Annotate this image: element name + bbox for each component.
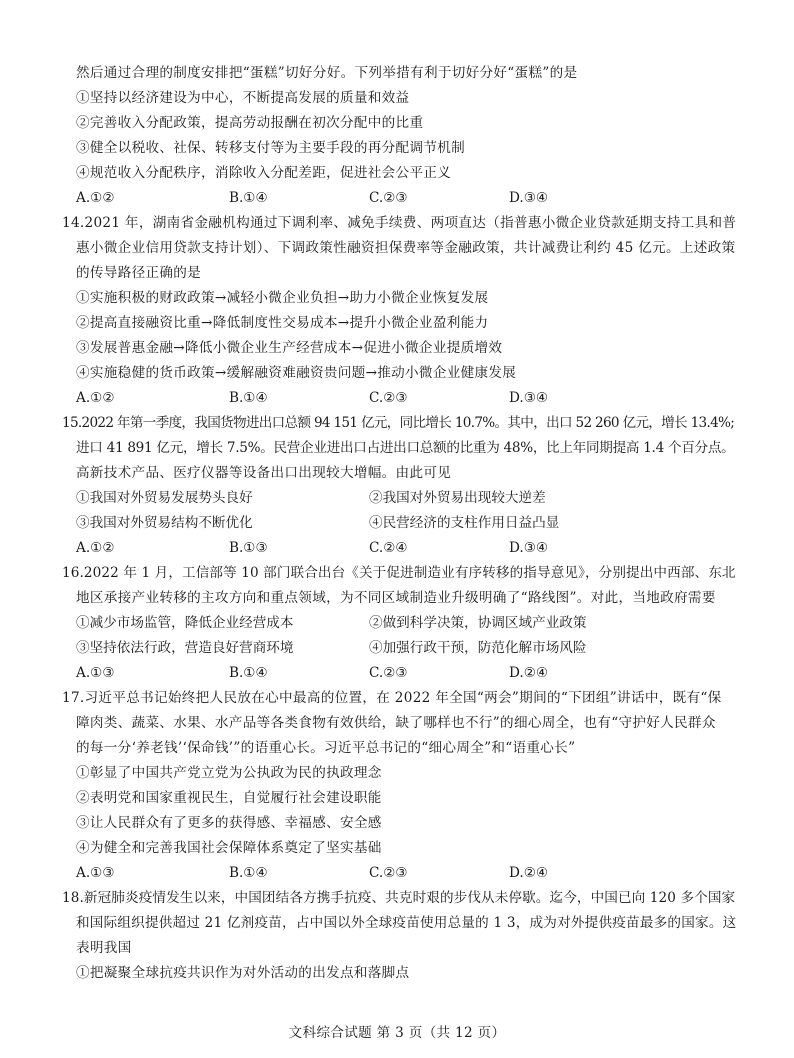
q13-option-a: A.①② [76,190,115,206]
q17-option-b: B.①④ [229,865,268,881]
q15-option-b: B.①③ [229,540,268,556]
q17-item: ①彰显了中国共产党立党为公执政为民的执政理念 [76,765,382,781]
q13-item: ③健全以税收、社保、转移支付等为主要手段的再分配调节机制 [76,140,466,156]
q13-item: ②完善收入分配政策，提高劳动报酬在初次分配中的比重 [76,115,424,131]
q15-option-a: A.①② [76,540,115,556]
q13-lead: 然后通过合理的制度安排把“蛋糕”切好分好。下列举措有利于切好分好“蛋糕”的是 [76,65,578,81]
q13-item: ④规范收入分配秩序，消除收入分配差距，促进社会公平正义 [76,165,452,181]
q17-option-d: D.②④ [509,865,549,881]
q17-option-a: A.①③ [76,865,115,881]
q14-item: ①实施积极的财政政策→减轻小微企业负担→助力小微企业恢复发展 [76,290,489,306]
q15-item: ④民营经济的支柱作用日益凸显 [369,515,560,531]
q14-item: ④实施稳健的货币政策→缓解融资难融资贵问题→推动小微企业健康发展 [76,365,517,381]
q15-option-c: C.②④ [369,540,408,556]
q16-option-a: A.①③ [76,665,115,681]
q17-item: ③让人民群众有了更多的获得感、幸福感、安全感 [76,815,382,831]
q14-option-a: A.①② [76,390,115,406]
q14-option-b: B.①④ [229,390,268,406]
q16-option-c: C.②③ [369,665,408,681]
q17-stem-line: 的每一分‘养老钱’‘保命钱’”的语重心长。习近平总书记的“细心周全”和“语重心长” [76,740,576,756]
q14-item: ②提高直接融资比重→降低制度性交易成本→提升小微企业盈利能力 [76,315,489,331]
q16-stem-line: 地区承接产业转移的主攻方向和重点领域，为不同区域制造业升级明确了“路线图”。对此，当地政府需要 [76,590,716,606]
q15-item: ①我国对外贸易发展势头良好 [76,490,253,506]
q15-stem-line: 进口 41 891 亿元，增长 7.5%。民营企业进出口占进出口总额的比重为 48%，比上年同期提高 1.4 个百分点。 [76,440,735,456]
q14-option-c: C.②③ [369,390,408,406]
q16-item: ②做到科学决策，协调区域产业政策 [369,615,587,631]
q16-item: ③坚持依法行政，营造良好营商环境 [76,640,294,656]
q14-stem-line: 惠小微企业信用贷款支持计划）、下调政策性融资担保费率等金融政策，共计减费让利约 45 亿元。上述政策 [76,240,736,256]
q13-option-c: C.②③ [369,190,408,206]
q16-item: ④加强行政干预，防范化解市场风险 [369,640,587,656]
q13-option-d: D.③④ [509,190,549,206]
q18-stem-line: 表明我国 [76,940,132,956]
q15-item: ②我国对外贸易出现较大逆差 [369,490,546,506]
q14-option-d: D.③④ [509,390,549,406]
q14-stem-line: 的传导路径正确的是 [76,265,202,281]
q17-item: ②表明党和国家重视民生，自觉履行社会建设职能 [76,790,382,806]
q15-option-d: D.③④ [509,540,549,556]
q15-item: ③我国对外贸易结构不断优化 [76,515,253,531]
q18-stem-line: 18.新冠肺炎疫情发生以来，中国团结各方携手抗疫、共克时艰的步伐从未停歇。迄今，中国已向 120 多个国家 [62,890,736,906]
q15-stem-line: 15.2022 年第一季度，我国货物进出口总额 94 151 亿元，同比增长 10.7%。其中，出口 52 260 亿元，增长 13.4%; [62,415,735,431]
q17-stem-line: 障肉类、蔬菜、水果、水产品等各类食物有效供给，缺了哪样也不行”的细心周全，也有“守护好人民群众 [76,715,716,731]
q14-stem-line: 14.2021 年，湖南省金融机构通过下调利率、减免手续费、两项直达（指普惠小微企业贷款延期支持工具和普 [62,215,737,231]
q18-item: ①把凝聚全球抗疫共识作为对外活动的出发点和落脚点 [76,965,410,981]
q16-stem-line: 16.2022 年 1 月，工信部等 10 部门联合出台《关于促进制造业有序转移的指导意见》，分别提出中西部、东北 [62,565,736,581]
q17-stem-line: 17.习近平总书记始终把人民放在心中最高的位置，在 2022 年全国“两会”期间的“下团组”讲话中，既有“保 [62,690,722,706]
q17-option-c: C.②③ [369,865,408,881]
q16-option-b: B.①④ [229,665,268,681]
q13-option-b: B.①④ [229,190,268,206]
q16-option-d: D.②④ [509,665,549,681]
q15-stem-line: 高新技术产品、医疗仪器等设备出口出现较大增幅。由此可见 [76,465,452,481]
q18-stem-line: 和国际组织提供超过 21 亿剂疫苗，占中国以外全球疫苗使用总量的 1 3，成为对外提供疫苗最多的国家。这 [76,915,737,931]
q17-item: ④为健全和完善我国社会保障体系奠定了坚实基础 [76,840,382,856]
q13-item: ①坚持以经济建设为中心，不断提高发展的质量和效益 [76,90,410,106]
q14-item: ③发展普惠金融→降低小微企业生产经营成本→促进小微企业提质增效 [76,340,503,356]
q16-item: ①减少市场监管，降低企业经营成本 [76,615,294,631]
page-footer: 文科综合试题 第 3 页（共 12 页） [288,1025,506,1041]
